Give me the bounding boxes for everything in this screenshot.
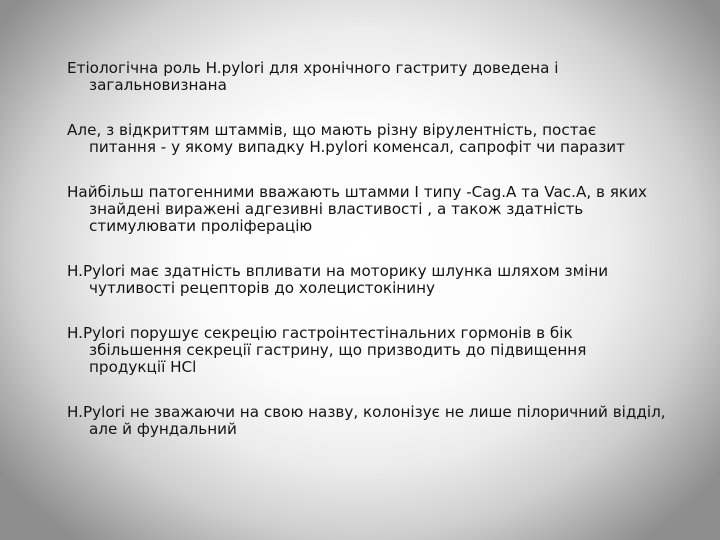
paragraph-colonization: H.Pylori не зважаючи на свою назву, колонізує не лише пілоричний відділ, але й фундальний [67, 403, 666, 438]
paragraph-motility: H.Pylori має здатність впливати на моторику шлунка шляхом зміни чутливості рецепторів до холецистокінину [67, 262, 609, 297]
paragraph-etiology: Етіологічна роль H.pylori для хронічного гастриту доведена і загальновизнана [67, 59, 559, 94]
paragraph-hormone-secretion: H.Pylori порушує секрецію гастроінтестінальних гормонів в бік збільшення секреції гастрину, що призводить до підвищення продукції HCl [67, 324, 587, 376]
paragraph-strains-question: Але, з відкриттям штаммів, що мають різну вірулентність, постає питання - у якому випадку H.pylori коменсал, сапрофіт чи паразит [67, 121, 625, 156]
paragraph-pathogenic-strains: Найбільш патогенними вважають штамми I типу -Cag.A та Vac.A, в яких знайдені виражені адгезивні властивості , а також здатність стимулювати проліферацію [67, 183, 647, 235]
slide-body [67, 60, 667, 438]
